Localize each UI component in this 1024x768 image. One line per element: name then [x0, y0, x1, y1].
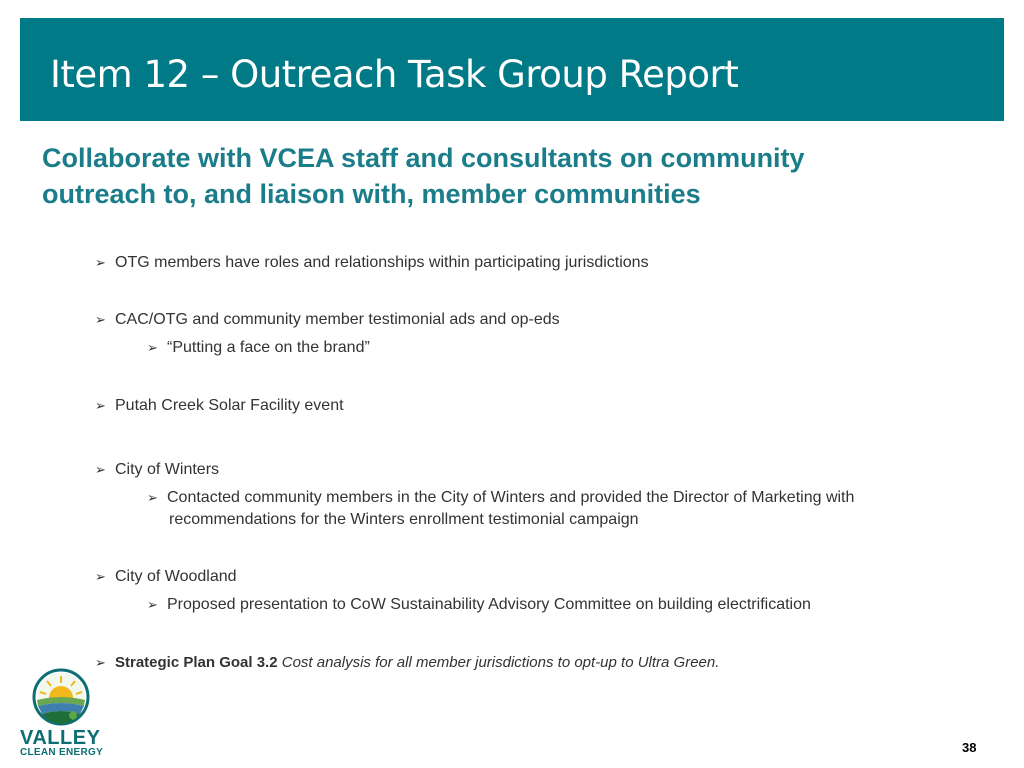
bullet-text: CAC/OTG and community member testimonial ads and op-eds — [115, 311, 560, 328]
bullet-text: City of Woodland — [115, 568, 237, 585]
logo-word-valley: VALLEY — [20, 727, 101, 749]
bullet-strategic-plan — [95, 652, 719, 674]
arrow-bullet-icon: ➢ — [95, 462, 106, 477]
sub-bullet-woodland-presentation — [147, 594, 811, 616]
arrow-bullet-icon: ➢ — [95, 569, 106, 584]
bullet-text: Proposed presentation to CoW Sustainability Advisory Committee on building electrification — [167, 596, 811, 613]
bullet-city-woodland — [95, 566, 237, 588]
arrow-bullet-icon: ➢ — [95, 655, 106, 670]
subtitle-line-2: outreach to, and liaison with, member communities — [42, 179, 701, 209]
bullet-text: “Putting a face on the brand” — [167, 339, 370, 356]
arrow-bullet-icon: ➢ — [95, 255, 106, 270]
slide-subtitle — [42, 140, 942, 212]
goal-label: Strategic Plan Goal 3.2 — [115, 654, 278, 671]
arrow-bullet-icon: ➢ — [95, 312, 106, 327]
goal-description: Cost analysis for all member jurisdictions to opt-up to Ultra Green. — [281, 654, 720, 671]
bullet-text-continued: recommendations for the Winters enrollment testimonial campaign — [169, 511, 639, 528]
slide-title: Item 12 – Outreach Task Group Report — [50, 53, 739, 96]
arrow-bullet-icon: ➢ — [147, 490, 158, 505]
bullet-city-winters — [95, 459, 219, 481]
bullet-putah-creek — [95, 395, 344, 417]
bullet-otg-roles — [95, 252, 649, 274]
sub-bullet-face-brand — [147, 337, 370, 359]
sub-bullet-winters-contacted — [147, 487, 854, 531]
bullet-testimonial-ads — [95, 309, 560, 331]
bullet-text: City of Winters — [115, 461, 220, 478]
arrow-bullet-icon: ➢ — [147, 597, 158, 612]
page-number: 38 — [962, 740, 977, 755]
bullet-text: OTG members have roles and relationships within participating jurisdictions — [115, 254, 649, 271]
subtitle-line-1: Collaborate with VCEA staff and consultants on community — [42, 143, 805, 173]
bullet-text: Contacted community members in the City of Winters and provided the Director of Marketing with — [167, 489, 855, 506]
arrow-bullet-icon: ➢ — [95, 398, 106, 413]
bullet-text: Putah Creek Solar Facility event — [115, 397, 344, 414]
logo-word-clean-energy: CLEAN ENERGY — [20, 747, 104, 758]
arrow-bullet-icon: ➢ — [147, 340, 158, 355]
title-banner — [20, 18, 1004, 121]
